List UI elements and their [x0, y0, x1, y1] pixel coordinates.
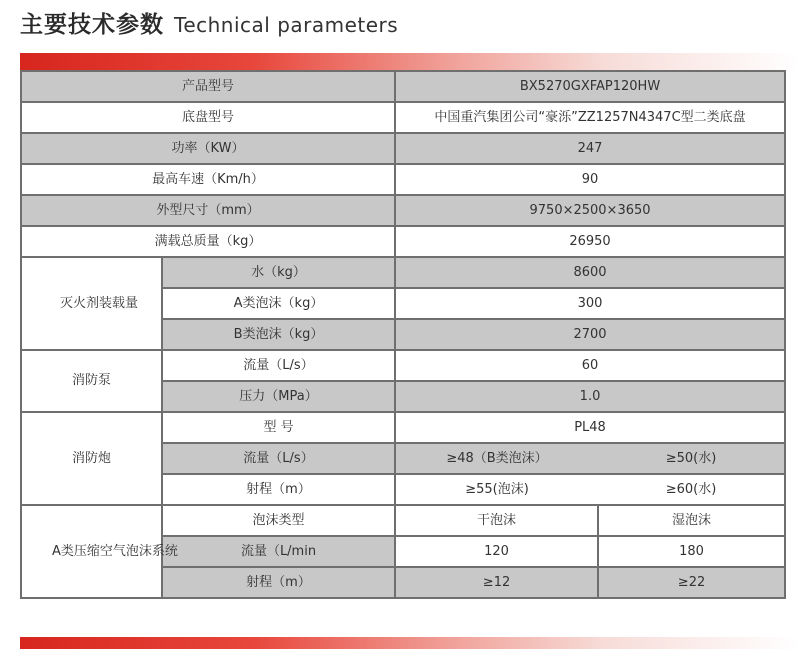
page-title	[20, 6, 398, 40]
table-row-max-speed	[21, 164, 785, 195]
label-pump-pressure: 压力（MPa）	[162, 381, 395, 412]
table-row-chassis-model	[21, 102, 785, 133]
value-cafs-type-dry: 干泡沫	[395, 505, 598, 536]
label-max-speed: 最高车速（Km/h）	[21, 164, 395, 195]
value-cafs-range-wet: ≥22	[598, 567, 785, 598]
group-cafs: A类压缩空气泡沫系统	[21, 505, 162, 598]
label-pump-flow: 流量（L/s）	[162, 350, 395, 381]
value-monitor-range-foam: ≥55(泡沫)	[395, 474, 598, 505]
table-row-gross-mass	[21, 226, 785, 257]
label-water: 水（kg）	[162, 257, 395, 288]
value-monitor-flow-water: ≥50(水)	[598, 443, 785, 474]
value-monitor-flow-foam: ≥48（B类泡沫）	[395, 443, 598, 474]
label-foam-b: B类泡沫（kg）	[162, 319, 395, 350]
value-foam-b: 2700	[395, 319, 785, 350]
label-power: 功率（KW）	[21, 133, 395, 164]
table-row-dimensions	[21, 195, 785, 226]
value-water: 8600	[395, 257, 785, 288]
table-row-power	[21, 133, 785, 164]
label-cafs-type: 泡沫类型	[162, 505, 395, 536]
label-monitor-range: 射程（m）	[162, 474, 395, 505]
value-dimensions: 9750×2500×3650	[395, 195, 785, 226]
label-cafs-range: 射程（m）	[162, 567, 395, 598]
value-chassis-model: 中国重汽集团公司“豪泺”ZZ1257N4347C型二类底盘	[395, 102, 785, 133]
label-dimensions: 外型尺寸（mm）	[21, 195, 395, 226]
specs-table	[20, 70, 786, 599]
table-row-pump-flow	[21, 350, 785, 381]
label-monitor-model: 型 号	[162, 412, 395, 443]
label-chassis-model: 底盘型号	[21, 102, 395, 133]
label-monitor-flow: 流量（L/s）	[162, 443, 395, 474]
label-foam-a: A类泡沫（kg）	[162, 288, 395, 319]
value-cafs-flow-wet: 180	[598, 536, 785, 567]
group-agent-load: 灭火剂装载量	[21, 257, 162, 350]
footer-accent-bar	[20, 637, 800, 649]
label-product-model: 产品型号	[21, 71, 395, 102]
table-row-cafs-type	[21, 505, 785, 536]
table-row-monitor-model	[21, 412, 785, 443]
value-power: 247	[395, 133, 785, 164]
value-monitor-model: PL48	[395, 412, 785, 443]
table-row-water	[21, 257, 785, 288]
value-pump-flow: 60	[395, 350, 785, 381]
value-cafs-flow-dry: 120	[395, 536, 598, 567]
value-gross-mass: 26950	[395, 226, 785, 257]
group-monitor: 消防炮	[21, 412, 162, 505]
label-gross-mass: 满载总质量（kg）	[21, 226, 395, 257]
value-cafs-type-wet: 湿泡沫	[598, 505, 785, 536]
header-accent-bar	[20, 53, 800, 70]
title-english: Technical parameters	[174, 13, 399, 37]
value-foam-a: 300	[395, 288, 785, 319]
value-max-speed: 90	[395, 164, 785, 195]
table-row-product-model	[21, 71, 785, 102]
value-product-model: BX5270GXFAP120HW	[395, 71, 785, 102]
title-chinese: 主要技术参数	[20, 12, 164, 38]
group-pump: 消防泵	[21, 350, 162, 412]
label-cafs-flow: 流量（L/min	[162, 536, 395, 567]
value-cafs-range-dry: ≥12	[395, 567, 598, 598]
value-monitor-range-water: ≥60(水)	[598, 474, 785, 505]
value-pump-pressure: 1.0	[395, 381, 785, 412]
